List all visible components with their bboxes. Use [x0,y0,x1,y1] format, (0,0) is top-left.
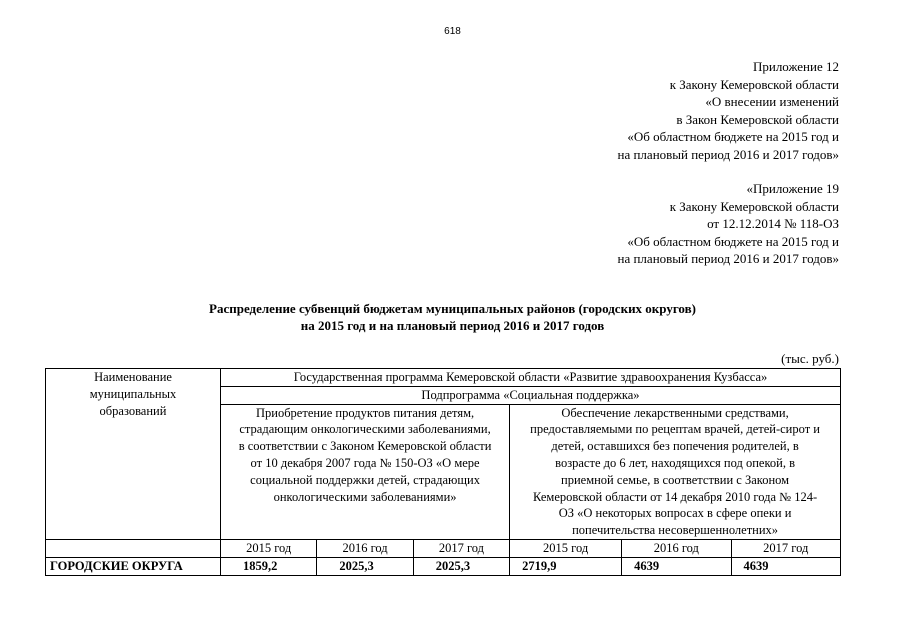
title-line: Распределение субвенций бюджетам муниципальных районов (городских округов) [209,301,696,316]
value-cell: 4639 [731,557,840,575]
annex2-line: «Приложение 19 [746,181,839,196]
column-b-header [510,404,841,539]
name-header-cell [46,369,221,540]
column-b-line: ОЗ «О некоторых вопросах в сфере опеки и [558,506,792,521]
annex2-line: «Об областном бюджете на 2015 год и [627,233,839,249]
annex2-line: от 12.12.2014 № 118-ОЗ [707,216,839,231]
column-a-line: в соответствии с Законом Кемеровской области [238,439,492,454]
column-b-line: Кемеровской области от 14 декабря 2010 года № 124- [533,489,818,504]
value-cell: 4639 [622,557,731,575]
column-a-line: Приобретение продуктов питания детям, [255,405,475,420]
year-header: 2015 год [221,539,317,557]
name-header-line: Наименование [94,370,172,384]
annex-line: на плановый период 2016 и 2017 годов» [617,146,839,162]
annex2-line: на плановый период 2016 и 2017 годов» [617,251,839,266]
value-cell: 2025,3 [413,557,509,575]
year-header: 2015 год [510,539,622,557]
annex-header [618,58,840,268]
column-b-line: детей, оставшихся без попечения родителей, в [551,439,799,454]
row-label: ГОРОДСКИЕ ОКРУГА [46,557,221,575]
title-line: на 2015 год и на плановый период 2016 и 2017 годов [300,318,605,333]
annex-line: в Закон Кемеровской области [676,111,839,127]
column-a-line: страдающим онкологическими заболеваниями, [239,422,491,437]
column-b-line: предоставляемыми по рецептам врачей, детей-сирот и [530,422,820,437]
column-b-line: возрасте до 6 лет, находящихся под опекой, в [555,455,795,470]
name-header-line: муниципальных [89,386,177,401]
subprogram-header: Подпрограмма «Социальная поддержка» [221,386,841,404]
subventions-table [45,368,841,576]
column-b-line: попечительства несовершеннолетних» [572,523,779,538]
column-b-line: Обеспечение лекарственными средствами, [561,405,789,420]
year-header: 2017 год [413,539,509,557]
column-b-line: приемной семье, в соответствии с Законом [561,472,790,487]
value-cell: 2025,3 [317,557,413,575]
annex2-line: к Закону Кемеровской области [669,198,839,214]
page-number: 618 [444,26,461,37]
program-header: Государственная программа Кемеровской области «Развитие здравоохранения Кузбасса» [221,369,841,387]
year-header: 2017 год [731,539,840,557]
column-a-line: социальной поддержки детей, страдающих [250,472,480,487]
column-a-line: от 10 декабря 2007 года № 150-ОЗ «О мере [250,455,480,470]
document-title [0,300,905,334]
table-row [46,557,841,575]
column-a-header [221,404,510,539]
value-cell: 2719,9 [510,557,622,575]
year-header: 2016 год [317,539,413,557]
column-a-line: онкологическими заболеваниями» [273,489,457,504]
annex-line: «О внесении изменений [705,94,839,109]
annex-line: «Об областном бюджете на 2015 год и [627,129,839,144]
annex-line: Приложение 12 [752,59,839,74]
unit-label: (тыс. руб.) [781,351,839,366]
annex-line: к Закону Кемеровской области [669,76,839,92]
year-spacer-cell [46,539,221,557]
year-header: 2016 год [622,539,731,557]
value-cell: 1859,2 [221,557,317,575]
name-header-line: образований [99,403,167,418]
